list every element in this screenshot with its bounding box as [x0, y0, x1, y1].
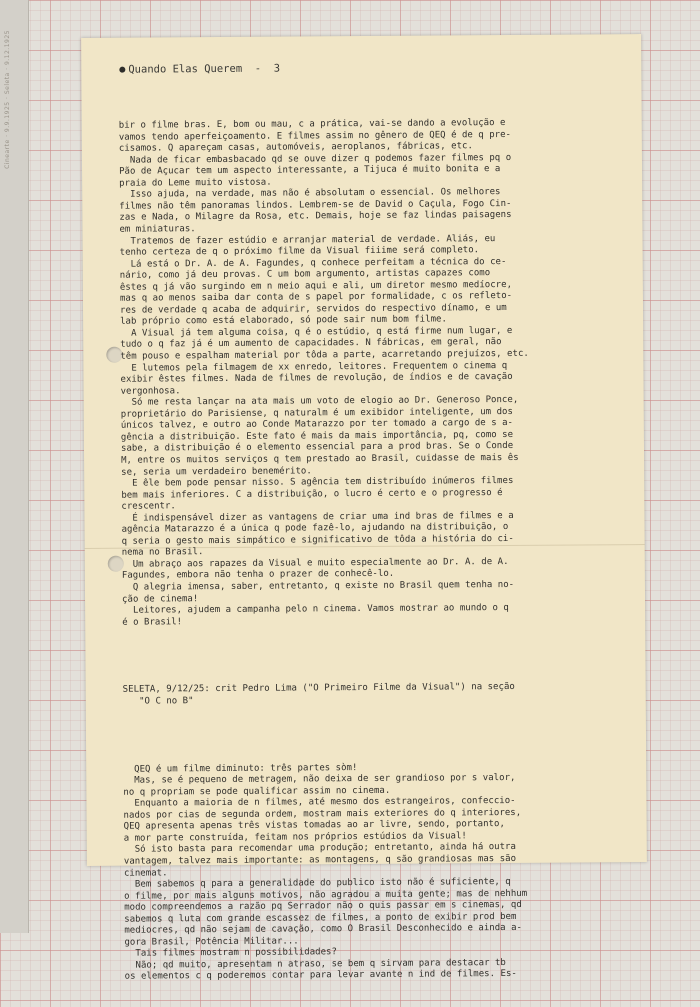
text-block-top — [119, 117, 633, 629]
text-line: zas e Nada, o Milagre da Rosa, etc. Demais, hoje se faz lindas paisagens — [119, 210, 512, 224]
text-line: modo compreendemos a razão pq Serrador não o quis passar em s cinemas, qd — [124, 900, 522, 913]
text-line: nema no Brasil. — [121, 547, 204, 559]
text-line: É indispensável dizer as vantagens de criar uma ind bras de filmes e a — [121, 510, 514, 524]
text-line: sabemos q luta com grande escassez de filmes, a ponto de exibir prod bem — [124, 911, 517, 925]
text-line: Tais filmes mostram n possibilidades? — [124, 947, 337, 960]
text-block-bottom — [123, 761, 635, 984]
strip-label: Cinearte · 9.9.1925 · Seleta · 9.12.1925 — [4, 30, 11, 169]
text-line: Bem sabemos q para a generalidade do publico isto não é suficiente, q — [123, 877, 511, 890]
text-line: proprietário do Parisiense, q naturalm é um exibidor inteligente, um dos — [120, 406, 513, 420]
text-line: Não; qd muito, apresentam n atraso, se bem q sirvam para destacar tb — [124, 957, 506, 971]
text-line: praia do Leme muito vistosa. — [119, 177, 272, 189]
text-line: Só me resta lançar na ata mais um voto de elogio ao Dr. Generoso Ponce, — [120, 395, 519, 408]
text-line: nados por cias de segunda ordem, mostram mais exteriores do q interiores, — [123, 807, 522, 821]
text-line: se, seria um verdadeiro benemérito. — [121, 465, 312, 478]
text-line: o filme, por mais alguns motivos, não agradou a muita gente; mas de nehhum — [124, 888, 528, 902]
text-line: únicos talvez, e outro ao Conde Matarazzo por ter tomado a cargo de s a- — [120, 418, 514, 432]
text-line: Isso ajuda, na verdade, mas não é absolutam o essencial. Os melhores — [119, 187, 501, 201]
text-line: "O C no B" — [122, 696, 194, 707]
text-line: QEQ é um filme diminuto: três partes sòm! — [123, 762, 358, 775]
text-line: os elementos c q poderemos contar para levar avante n ind de filmes. Es- — [124, 969, 517, 983]
text-line: tudo o q faz já é um aumento de capacidades. N fábricas, em geral, não — [120, 337, 502, 351]
text-line: nário, como já deu provas. C um bom argumento, artistas capazes como — [119, 268, 491, 281]
text-line: ção de cinema! — [122, 593, 199, 605]
text-line: crescentr. — [121, 501, 176, 512]
text-line: agência Matarazzo é a única q pode fazê-lo, ajudando na distribuição, o — [121, 522, 509, 535]
text-line: mas q ao menos saiba dar conta de s papel por formalidade, c os refleto- — [119, 291, 513, 304]
text-line: bem mais inferiores. C a distribuição, o lucro é certo e o progresso é — [121, 487, 503, 501]
text-line: cinemat. — [123, 867, 168, 879]
text-line: res de verdade q acaba de adquirir, servidos do respectivo dínamo, e um — [119, 302, 507, 316]
page-body — [119, 94, 635, 1007]
text-line: filmes não têm panoramas lindos. Lembrem-se de David o Caçula, Fogo Cin- — [119, 198, 512, 212]
text-line: lab próprio como está elaborado, só pode sair num bom filme. — [120, 314, 447, 328]
text-line: vantagem, talvez mais importante: as montagens, q são grandiosas mas são — [123, 853, 517, 867]
text-line: Fagundes, embora não tenha o prazer de conhecê-lo. — [121, 569, 395, 582]
text-line: Enquanto a maioria de n filmes, até mesmo dos estrangeiros, confeccio- — [123, 796, 516, 809]
text-line: no q propriam se pode qualificar assim no cinema. — [123, 785, 391, 798]
text-line: Um abraço aos rapazes da Visual e muito especialmente ao Dr. A. de A. — [121, 556, 509, 570]
typewritten-page — [81, 34, 647, 983]
text-line: sabe, a distribuição é o elemento essencial para a prod bras. Se o Conde — [120, 441, 514, 455]
page-header — [119, 63, 280, 76]
text-line: q seria o gesto mais simpático e significativo de tôda a história do ci- — [121, 533, 514, 547]
text-line: A Visual já tem alguma coisa, q é o estúdio, q está firme num lugar, e — [120, 325, 513, 339]
text-line: Lá está o Dr. A. de A. Fagundes, q conhece perfeitam a técnica do ce- — [119, 256, 507, 270]
text-line: E êle bem pode pensar nisso. S agência tem distribuído inúmeros filmes — [121, 476, 514, 489]
text-line: QEQ apresenta apenas três vistas tomadas ao ar livre, sendo, portanto, — [123, 819, 505, 833]
text-line: vergonhosa. — [120, 385, 181, 397]
section-heading — [123, 681, 633, 708]
page-header-text: Quando Elas Querem - 3 — [128, 62, 281, 76]
text-line: a mor parte construída, feitam nos próprios estúdios da Visual! — [123, 831, 467, 844]
text-line: Leitores, ajudem a campanha pelo n cinema. Vamos mostrar ao mundo o q — [122, 603, 509, 616]
text-line: bir o filme bras. E, bom ou mau, c a prática, vai-se dando a evolução e — [118, 118, 506, 131]
text-line: gora Brasil, Potência Militar... — [124, 936, 299, 948]
text-line: é o Brasil! — [122, 616, 183, 628]
text-line: tenho certeza de q o próximo filme da Visual fiiime será completo. — [119, 245, 480, 258]
text-line: Mas, se é pequeno de metragem, não deixa de ser grandioso por s valor, — [123, 773, 516, 786]
text-line: mediocres, qd não sejam de cavação, como O Brasil Desconhecido e ainda a- — [124, 923, 522, 936]
text-line: têm pouso e espalham material por tôda a parte, acarretando prejuízos, etc. — [120, 348, 529, 362]
text-line: cisamos. Q apareçam casas, automóveis, aeroplanos, fábricas, etc. — [118, 141, 473, 154]
text-line: gência a distribuição. Este fato é mais da mais importância, pq, como se — [120, 429, 514, 443]
text-line: Q alegria imensa, saber, entretanto, q existe no Brasil quem tenha no- — [121, 579, 515, 593]
text-line: exibir êstes filmes. Nada de filmes de revolução, de índios e de cavação — [120, 372, 513, 385]
text-line: SELETA, 9/12/25: crit Pedro Lima ("O Primeiro Filme da Visual") na seção — [122, 682, 515, 696]
text-line: em miniaturas. — [119, 224, 196, 235]
text-line: E lutemos pela filmagem de xx enredo, leitores. Frequentem o cinema q — [120, 360, 508, 374]
text-line: vamos tendo aperfeiçoamento. E filmes assim no gênero de QEQ é de q pre- — [118, 129, 512, 143]
text-line: êstes q já vão surgindo em n meio aqui e ali, um diretor mesmo medíocre, — [119, 279, 513, 293]
scanner-margin-strip — [0, 0, 29, 933]
text-line: Pão de Açucar tem um aspecto interessante, a Tijuca é muito bonita e a — [119, 164, 501, 177]
text-line: M, entre os muitos serviços q tem prestado ao Brasil, cuidasse de mais ês — [121, 452, 519, 466]
text-line: Só isto basta para recomendar uma produção; entretanto, ainda há outra — [123, 842, 516, 856]
text-line: Tratemos de fazer estúdio e arranjar material de verdade. Aliás, eu — [119, 233, 496, 247]
bullet-mark-icon — [119, 67, 125, 73]
text-line: Nada de ficar embasbacado qd se ouve dizer q podemos fazer filmes pq o — [118, 152, 512, 166]
